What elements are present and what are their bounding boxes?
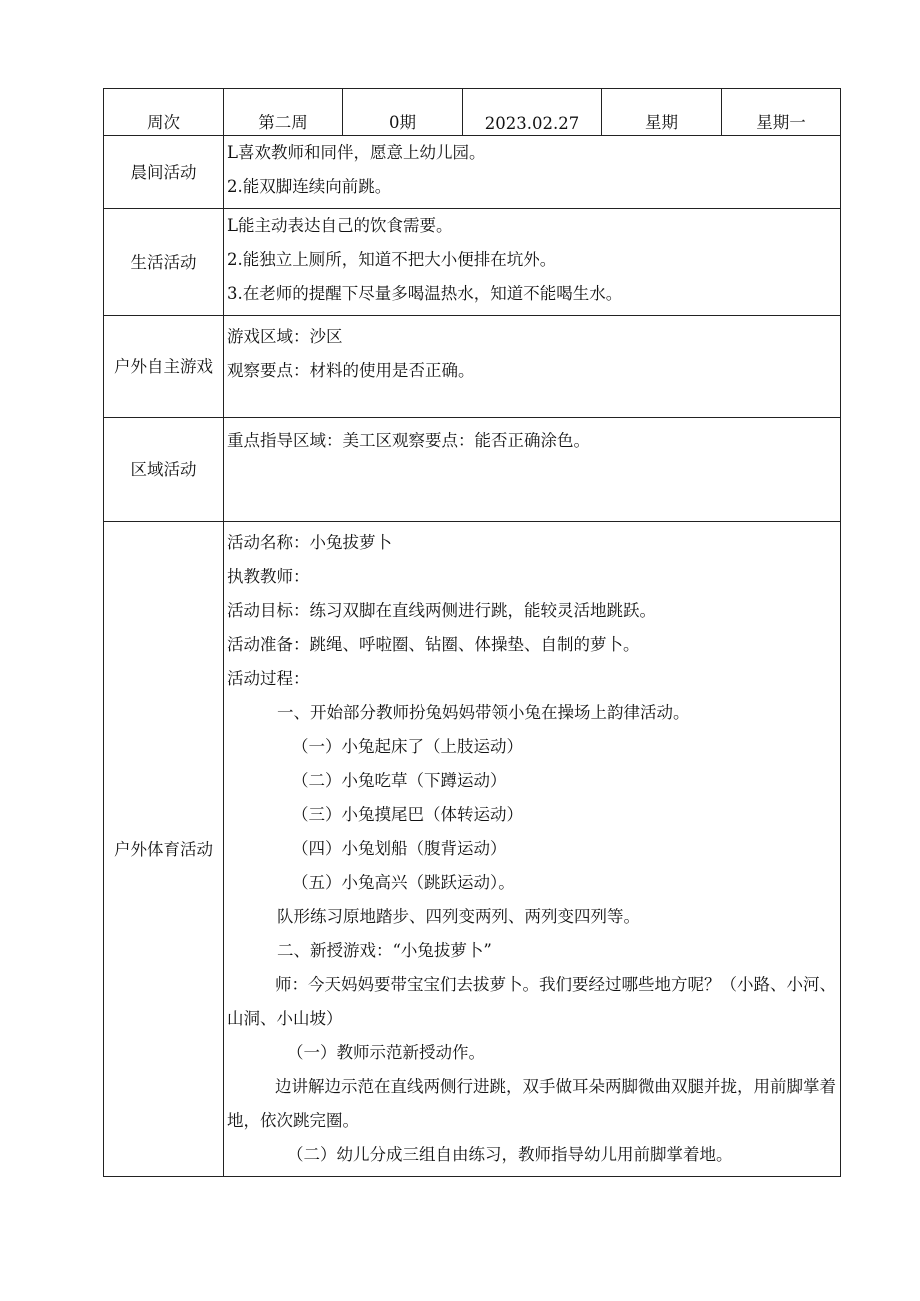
- outdoor-free-row: [104, 316, 841, 418]
- weekly-plan-table: [103, 88, 841, 1177]
- period-value: 0期: [343, 89, 463, 136]
- area-content: [224, 418, 841, 522]
- pe-line: （三）小兔摸尾巴（体转运动）: [292, 805, 523, 824]
- outdoor-pe-label: 户外体育活动: [104, 522, 224, 1177]
- life-line: 3.在老师的提醒下尽量多喝温热水，知道不能喝生水。: [227, 284, 623, 303]
- outdoor-pe-row: [104, 522, 841, 1177]
- pe-line: （二）幼儿分成三组自由练习，教师指导幼儿用前脚掌着地。: [287, 1145, 733, 1164]
- pe-line: （一）教师示范新授动作。: [287, 1043, 485, 1062]
- area-label: 区域活动: [104, 418, 224, 522]
- pe-line: （五）小兔高兴（跳跃运动）。: [292, 873, 515, 892]
- life-line: 2.能独立上厕所，知道不把大小便排在坑外。: [227, 250, 557, 269]
- pe-paragraph: 边讲解边示范在直线两侧行进跳，双手做耳朵两脚微曲双腿并拢，用前脚掌着地，依次跳完圈。: [227, 1077, 836, 1130]
- pe-line: 二、新授游戏：“小兔拔萝卜”: [277, 941, 492, 960]
- morning-line: L喜欢教师和同伴，愿意上幼儿园。: [227, 143, 486, 162]
- morning-content: [224, 136, 841, 209]
- life-line: L能主动表达自己的饮食需要。: [227, 216, 453, 235]
- outdoor-pe-content: [224, 522, 841, 1177]
- weekday-value: 星期一: [722, 89, 841, 136]
- outdoor-free-line: 游戏区域：沙区: [227, 327, 343, 346]
- area-row: [104, 418, 841, 522]
- pe-line: 活动准备：跳绳、呼啦圈、钻圈、体操垫、自制的萝卜。: [227, 635, 640, 654]
- date-value: 2023.02.27: [463, 89, 602, 136]
- pe-line: 一、开始部分教师扮兔妈妈带领小兔在操场上韵律活动。: [277, 703, 690, 722]
- pe-line: 活动过程：: [227, 669, 310, 688]
- outdoor-free-line: 观察要点：材料的使用是否正确。: [227, 361, 475, 380]
- weekday-label: 星期: [602, 89, 722, 136]
- pe-line: 执教教师：: [227, 567, 310, 586]
- pe-line: 活动目标：练习双脚在直线两侧进行跳，能较灵活地跳跃。: [227, 601, 656, 620]
- life-label: 生活活动: [104, 209, 224, 316]
- pe-line: 活动名称：小兔拔萝卜: [227, 533, 392, 552]
- pe-line: （二）小兔吃草（下蹲运动）: [292, 771, 507, 790]
- outdoor-free-label: 户外自主游戏: [104, 316, 224, 418]
- morning-label: 晨间活动: [104, 136, 224, 209]
- pe-line: （四）小兔划船（腹背运动）: [292, 839, 507, 858]
- header-row: [104, 89, 841, 136]
- morning-line: 2.能双脚连续向前跳。: [227, 177, 392, 196]
- pe-line: （一）小兔起床了（上肢运动）: [292, 737, 523, 756]
- pe-paragraph: 师：今天妈妈要带宝宝们去拔萝卜。我们要经过哪些地方呢？（小路、小河、山洞、小山坡）: [227, 975, 836, 1028]
- life-content: [224, 209, 841, 316]
- area-line: 重点指导区域：美工区观察要点：能否正确涂色。: [227, 431, 590, 450]
- morning-row: [104, 136, 841, 209]
- pe-line: 队形练习原地踏步、四列变两列、两列变四列等。: [277, 907, 640, 926]
- week-value: 第二周: [224, 89, 343, 136]
- life-row: [104, 209, 841, 316]
- week-label: 周次: [104, 89, 224, 136]
- outdoor-free-content: [224, 316, 841, 418]
